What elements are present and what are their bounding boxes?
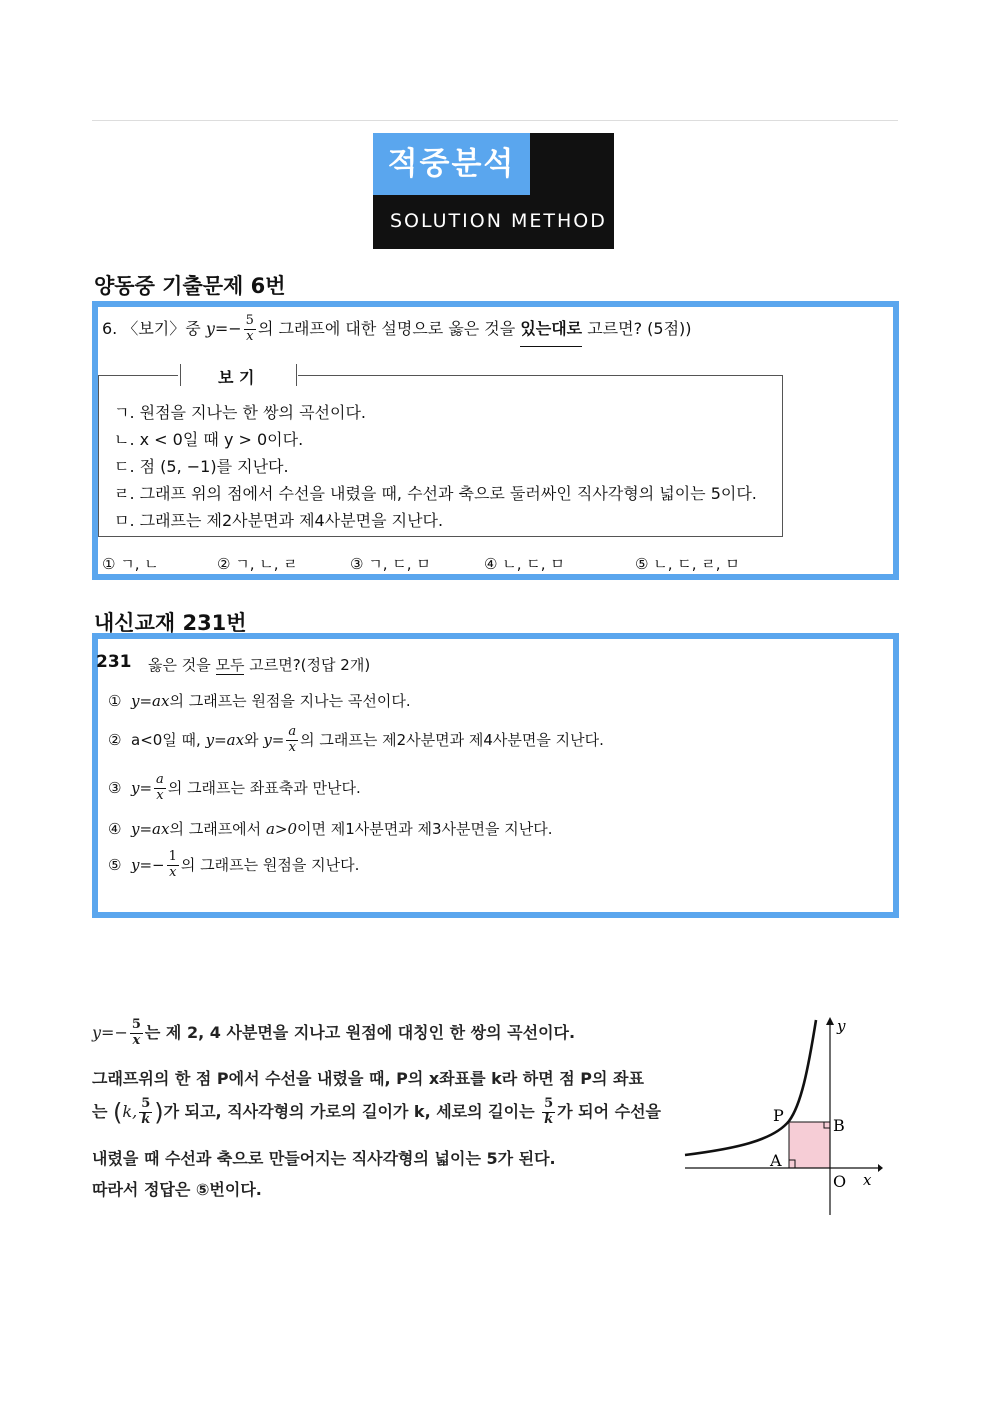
option-5: ⑤ y=− $\frac{1}{x}$ 의 그래프는 원점을 지난다.: [108, 849, 360, 880]
height-fraction: $\frac{5}{k}$: [544, 1096, 554, 1127]
badge-subtitle: SOLUTION METHOD: [390, 210, 607, 232]
point-p-label: P: [773, 1106, 784, 1125]
section1-heading: 양동중 기출문제 6번: [94, 274, 286, 298]
bogi-label: 보 기: [218, 368, 255, 387]
badge-title: 적중분석: [373, 133, 530, 195]
bogi-top-right-line: [298, 375, 783, 376]
hyperbola-graph: [683, 1015, 883, 1217]
option-4: ④ y=ax의 그래프에서 a>0이면 제1사분면과 제3사분면을 지난다.: [108, 820, 553, 838]
x-axis-label: x: [863, 1171, 872, 1189]
point-fraction: $\frac{5}{k}$: [141, 1096, 151, 1127]
question-prefix: 6. 〈보기〉중: [102, 318, 206, 338]
explanation-line-3: 는 (k, $\frac{5}{k}$ )가 되고, 직사각형의 가로의 길이가 k, 세로의 길이는 $\frac{5}{k}$ 가 되어 수선을: [92, 1096, 662, 1127]
problem-231-question: 옳은 것을 모두 고르면?(정답 2개): [148, 656, 371, 674]
section2-heading: 내신교재 231번: [94, 611, 247, 635]
bogi-item: ㄴ. x < 0일 때 y > 0이다.: [114, 430, 304, 449]
bogi-item: ㄱ. 원점을 지나는 한 쌍의 곡선이다.: [114, 403, 366, 422]
origin-label: O: [833, 1172, 847, 1191]
explanation-line-4: 내렸을 때 수선과 축으로 만들어지는 직사각형의 넓이는 5가 된다.: [92, 1149, 556, 1168]
question-emphasis: 있는대로: [520, 319, 582, 347]
bogi-tick-left: [180, 364, 181, 386]
question-fraction: $\frac{5}{x}$: [245, 313, 254, 344]
x-axis-arrow: [878, 1164, 883, 1172]
explanation-line-1: y=− $\frac{5}{x}$ 는 제 2, 4 사분면을 지나고 원점에 대칭인 한 쌍의 곡선이다.: [92, 1017, 576, 1048]
choice-4: ④ ㄴ, ㄷ, ㅁ: [484, 555, 565, 573]
question-emphasis: 모두: [215, 656, 245, 674]
choice-3: ③ ㄱ, ㄷ, ㅁ: [350, 555, 431, 573]
choice-5: ⑤ ㄴ, ㄷ, ㄹ, ㅁ: [635, 555, 740, 573]
y-axis-label: y: [837, 1017, 846, 1035]
point-b-label: B: [833, 1116, 845, 1135]
y-axis-arrow: [826, 1017, 834, 1025]
top-divider: [92, 120, 898, 121]
option-5-fraction: $\frac{1}{x}$: [168, 849, 177, 880]
option-2: ② a<0일 때, y=ax와 y= $\frac{a}{x}$ 의 그래프는 제2사분면과 제4사분면을 지난다.: [108, 724, 604, 755]
question-suffix: 고르면? (5점)): [582, 318, 692, 338]
question-6: [102, 314, 692, 345]
option-1: ① y=ax의 그래프는 원점을 지나는 곡선이다.: [108, 692, 411, 710]
question-eq: y=−: [205, 318, 242, 338]
option-2-fraction: $\frac{a}{x}$: [288, 724, 297, 755]
bogi-item: ㄹ. 그래프 위의 점에서 수선을 내렸을 때, 수선과 축으로 둘러싸인 직사각형의 넓이는 5이다.: [114, 484, 757, 503]
explanation-fraction: $\frac{5}{x}$: [131, 1017, 141, 1048]
choice-1: ① ㄱ, ㄴ: [102, 555, 159, 573]
explanation-line-2: 그래프위의 한 점 P에서 수선을 내렸을 때, P의 x좌표를 k라 하면 점 P의 좌표: [92, 1069, 644, 1088]
option-3-fraction: $\frac{a}{x}$: [156, 772, 164, 803]
question-mid: 의 그래프에 대한 설명으로 옳은 것을: [257, 318, 521, 338]
bogi-tick-right: [296, 364, 297, 386]
bogi-item: ㅁ. 그래프는 제2사분면과 제4사분면을 지난다.: [114, 511, 444, 530]
bogi-item: ㄷ. 점 (5, −1)를 지난다.: [114, 457, 289, 476]
explanation-line-5: 따라서 정답은 ⑤번이다.: [92, 1180, 262, 1199]
point-a-label: A: [770, 1151, 782, 1170]
bogi-top-left-line: [98, 375, 178, 376]
problem-number: 231: [96, 652, 132, 672]
choice-2: ② ㄱ, ㄴ, ㄹ: [217, 555, 298, 573]
option-3: ③ y= $\frac{a}{x}$ 의 그래프는 좌표축과 만난다.: [108, 772, 361, 803]
